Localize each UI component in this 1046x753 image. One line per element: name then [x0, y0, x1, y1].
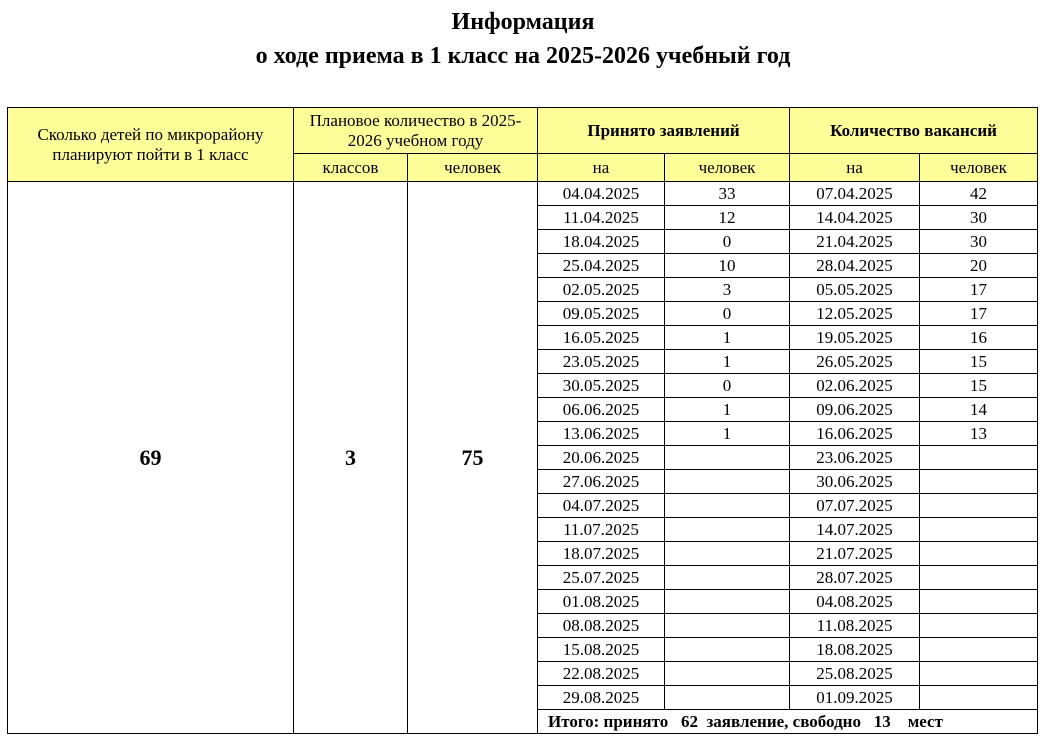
vacancy-date-cell: 07.07.2025 [790, 494, 920, 518]
vacancy-count-cell: 15 [920, 374, 1038, 398]
vacancy-count-cell: 15 [920, 350, 1038, 374]
accepted-date-cell: 25.04.2025 [538, 254, 665, 278]
vacancy-count-cell [920, 470, 1038, 494]
accepted-count-cell: 0 [665, 374, 790, 398]
vacancy-count-cell: 17 [920, 278, 1038, 302]
accepted-date-cell: 18.04.2025 [538, 230, 665, 254]
vacancy-count-cell [920, 542, 1038, 566]
accepted-date-cell: 29.08.2025 [538, 686, 665, 710]
vacancy-count-cell: 14 [920, 398, 1038, 422]
header-plan-classes: классов [294, 154, 408, 182]
accepted-count-cell [665, 470, 790, 494]
accepted-date-cell: 11.07.2025 [538, 518, 665, 542]
vacancy-count-cell: 17 [920, 302, 1038, 326]
vacancy-count-cell [920, 638, 1038, 662]
vacancy-count-cell: 42 [920, 182, 1038, 206]
accepted-date-cell: 18.07.2025 [538, 542, 665, 566]
accepted-date-cell: 09.05.2025 [538, 302, 665, 326]
accepted-count-cell: 1 [665, 326, 790, 350]
vacancy-count-cell: 16 [920, 326, 1038, 350]
vacancy-date-cell: 21.04.2025 [790, 230, 920, 254]
vacancy-date-cell: 05.05.2025 [790, 278, 920, 302]
accepted-count-cell [665, 590, 790, 614]
header-vacancies: Количество вакансий [790, 108, 1038, 154]
header-children: Сколько детей по микрорайону планируют пойти в 1 класс [8, 108, 294, 182]
header-accepted-people: человек [665, 154, 790, 182]
vacancy-date-cell: 19.05.2025 [790, 326, 920, 350]
accepted-count-cell: 1 [665, 398, 790, 422]
vacancy-date-cell: 30.06.2025 [790, 470, 920, 494]
summary-classes: 3 [294, 182, 408, 734]
vacancy-count-cell: 20 [920, 254, 1038, 278]
document-title: Информация [451, 9, 595, 35]
vacancy-date-cell: 28.07.2025 [790, 566, 920, 590]
accepted-date-cell: 02.05.2025 [538, 278, 665, 302]
vacancy-date-cell: 04.08.2025 [790, 590, 920, 614]
vacancy-date-cell: 14.07.2025 [790, 518, 920, 542]
vacancy-count-cell [920, 662, 1038, 686]
accepted-count-cell [665, 518, 790, 542]
vacancy-date-cell: 25.08.2025 [790, 662, 920, 686]
vacancy-date-cell: 21.07.2025 [790, 542, 920, 566]
accepted-date-cell: 22.08.2025 [538, 662, 665, 686]
vacancy-count-cell [920, 590, 1038, 614]
vacancy-count-cell [920, 614, 1038, 638]
total-text: Итого: принято 62 заявление, свободно 13 мест [548, 712, 943, 731]
accepted-date-cell: 27.06.2025 [538, 470, 665, 494]
accepted-date-cell: 08.08.2025 [538, 614, 665, 638]
accepted-count-cell: 1 [665, 350, 790, 374]
accepted-count-cell [665, 638, 790, 662]
accepted-count-cell: 3 [665, 278, 790, 302]
accepted-date-cell: 16.05.2025 [538, 326, 665, 350]
accepted-date-cell: 11.04.2025 [538, 206, 665, 230]
summary-people: 75 [408, 182, 538, 734]
vacancy-date-cell: 28.04.2025 [790, 254, 920, 278]
document-subtitle: о ходе приема в 1 класс на 2025-2026 учебный год [255, 43, 791, 69]
vacancy-date-cell: 23.06.2025 [790, 446, 920, 470]
accepted-date-cell: 30.05.2025 [538, 374, 665, 398]
accepted-date-cell: 06.06.2025 [538, 398, 665, 422]
vacancy-date-cell: 07.04.2025 [790, 182, 920, 206]
accepted-date-cell: 23.05.2025 [538, 350, 665, 374]
vacancy-count-cell [920, 518, 1038, 542]
vacancy-date-cell: 12.05.2025 [790, 302, 920, 326]
header-accepted-on: на [538, 154, 665, 182]
vacancy-date-cell: 02.06.2025 [790, 374, 920, 398]
vacancy-count-cell: 30 [920, 230, 1038, 254]
vacancy-date-cell: 16.06.2025 [790, 422, 920, 446]
accepted-count-cell [665, 614, 790, 638]
vacancy-date-cell: 09.06.2025 [790, 398, 920, 422]
accepted-date-cell: 13.06.2025 [538, 422, 665, 446]
vacancy-date-cell: 01.09.2025 [790, 686, 920, 710]
accepted-count-cell: 33 [665, 182, 790, 206]
accepted-count-cell [665, 686, 790, 710]
vacancy-date-cell: 26.05.2025 [790, 350, 920, 374]
accepted-count-cell [665, 446, 790, 470]
accepted-count-cell [665, 566, 790, 590]
accepted-count-cell: 0 [665, 230, 790, 254]
accepted-date-cell: 25.07.2025 [538, 566, 665, 590]
vacancy-date-cell: 11.08.2025 [790, 614, 920, 638]
table-row [8, 182, 1038, 206]
accepted-count-cell [665, 662, 790, 686]
accepted-date-cell: 01.08.2025 [538, 590, 665, 614]
admission-table [7, 107, 1038, 734]
accepted-count-cell: 0 [665, 302, 790, 326]
accepted-date-cell: 15.08.2025 [538, 638, 665, 662]
header-plan-people: человек [408, 154, 538, 182]
accepted-date-cell: 04.07.2025 [538, 494, 665, 518]
vacancy-count-cell [920, 446, 1038, 470]
header-vacancies-on: на [790, 154, 920, 182]
accepted-count-cell: 1 [665, 422, 790, 446]
vacancy-count-cell [920, 686, 1038, 710]
summary-children: 69 [8, 182, 294, 734]
accepted-count-cell: 10 [665, 254, 790, 278]
table-body [8, 182, 1038, 734]
accepted-count-cell: 12 [665, 206, 790, 230]
vacancy-date-cell: 14.04.2025 [790, 206, 920, 230]
vacancy-count-cell: 30 [920, 206, 1038, 230]
accepted-date-cell: 04.04.2025 [538, 182, 665, 206]
vacancy-count-cell: 13 [920, 422, 1038, 446]
vacancy-count-cell [920, 494, 1038, 518]
header-vacancies-people: человек [920, 154, 1038, 182]
vacancy-date-cell: 18.08.2025 [790, 638, 920, 662]
header-plan: Плановое количество в 2025-2026 учебном году [294, 108, 538, 154]
header-accepted: Принято заявлений [538, 108, 790, 154]
accepted-count-cell [665, 494, 790, 518]
accepted-count-cell [665, 542, 790, 566]
accepted-date-cell: 20.06.2025 [538, 446, 665, 470]
vacancy-count-cell [920, 566, 1038, 590]
